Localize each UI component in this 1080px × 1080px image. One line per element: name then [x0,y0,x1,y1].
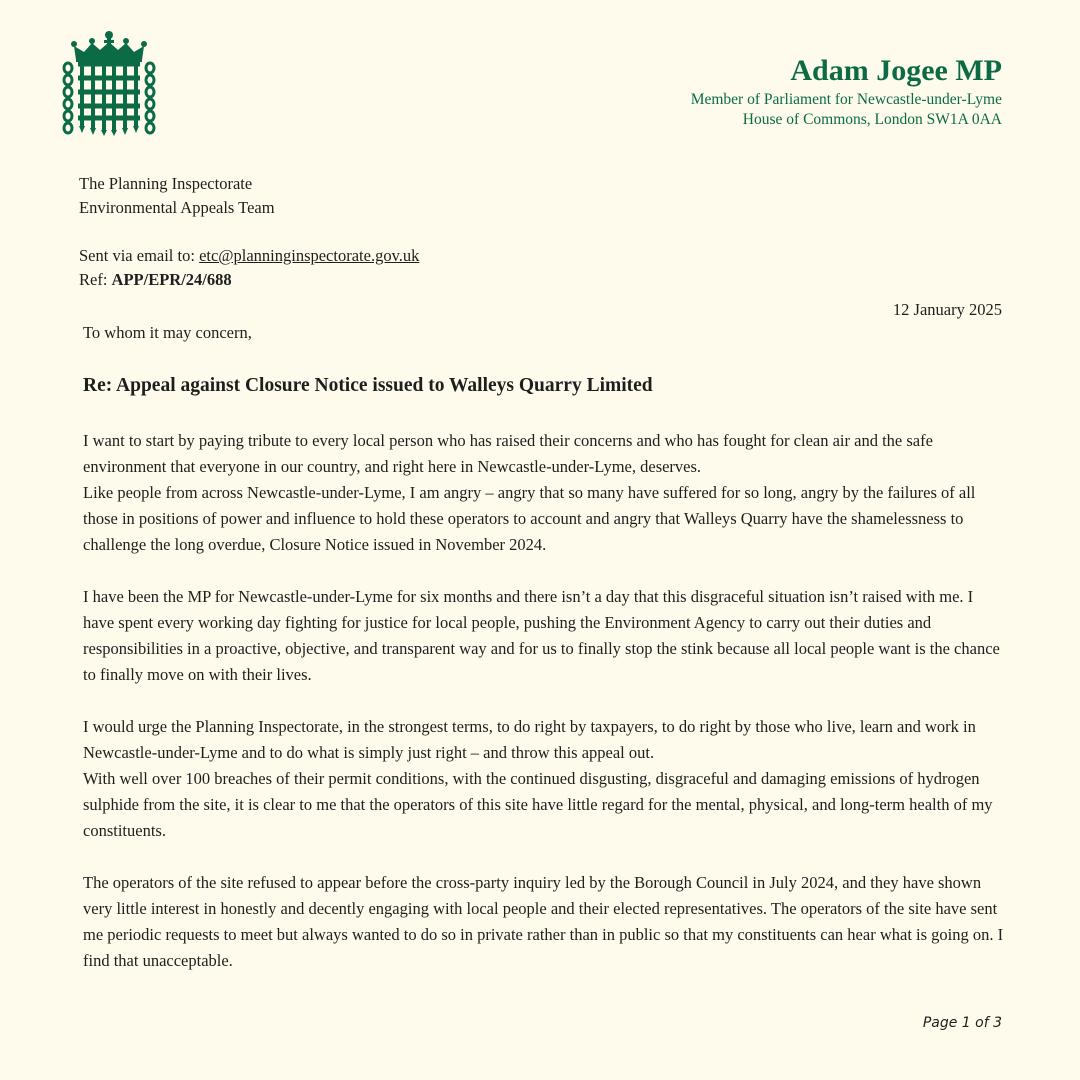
recipient-line-1: The Planning Inspectorate [79,174,253,193]
paragraph: I have been the MP for Newcastle-under-Lyme for six months and there isn’t a day that this disgraceful situation isn’t raised with me. I have spent every working day fighting for justice for local people, pushing the Environment Agency to carry out their duties and responsibilities in a proactive, objective, and transparent way and for us to finally stop the stink because all local people want is the chance to finally move on with their lives. [83,587,1000,684]
recipient-address [79,172,275,220]
mp-address: House of Commons, London SW1A 0AA [742,111,1002,128]
sent-details [79,244,419,292]
letter-date: 12 January 2025 [892,300,1002,319]
page-number: Page 1 of 3 [922,1015,1002,1031]
ref-label: Ref: [79,270,108,289]
sent-line [79,244,419,268]
paragraph: I would urge the Planning Inspectorate, in the strongest terms, to do right by taxpayers, to do right by those who live, learn and work in Newcastle-under-Lyme and to do what is simply just right – and throw this appeal out. [83,717,976,762]
sent-label: Sent via email to: [79,246,195,265]
paragraph: The operators of the site refused to appear before the cross-party inquiry led by the Borough Council in July 2024, and they have shown very little interest in honestly and decently engaging with local people and their elected representatives. The operators of the site have sent me periodic requests to meet but always wanted to do so in private rather than in public so that my constituents can hear what is going on. I find that unacceptable. [83,873,1004,970]
ref-line [79,268,419,292]
paragraph: Like people from across Newcastle-under-Lyme, I am angry – angry that so many have suffered for so long, angry by the failures of all those in positions of power and influence to hold these operators to account and angry that Walleys Quarry have the shamelessness to challenge the long overdue, Closure Notice issued in November 2024. [83,483,976,554]
ref-value: APP/EPR/24/688 [111,270,232,289]
subject-line: Re: Appeal against Closure Notice issued to Walleys Quarry Limited [83,375,653,396]
letter-body [83,428,1008,1000]
mp-role: Member of Parliament for Newcastle-under-Lyme [690,91,1002,108]
mp-name: Adam Jogee MP [790,54,1002,87]
portcullis-icon [62,30,156,136]
paragraph: With well over 100 breaches of their permit conditions, with the continued disgusting, disgraceful and damaging emissions of hydrogen sulphide from the site, it is clear to me that the operators of this site have little regard for the mental, physical, and long-term health of my constituents. [83,769,993,840]
recipient-line-2: Environmental Appeals Team [79,198,275,217]
letterhead [691,52,1002,130]
email-link[interactable]: etc@planninginspectorate.gov.uk [199,246,420,265]
salutation: To whom it may concern, [83,323,252,342]
paragraph: I want to start by paying tribute to every local person who has raised their concerns and who has fought for clean air and the safe environment that everyone in our country, and right here in Newcastle-under-Lyme, deserves. [83,431,933,476]
